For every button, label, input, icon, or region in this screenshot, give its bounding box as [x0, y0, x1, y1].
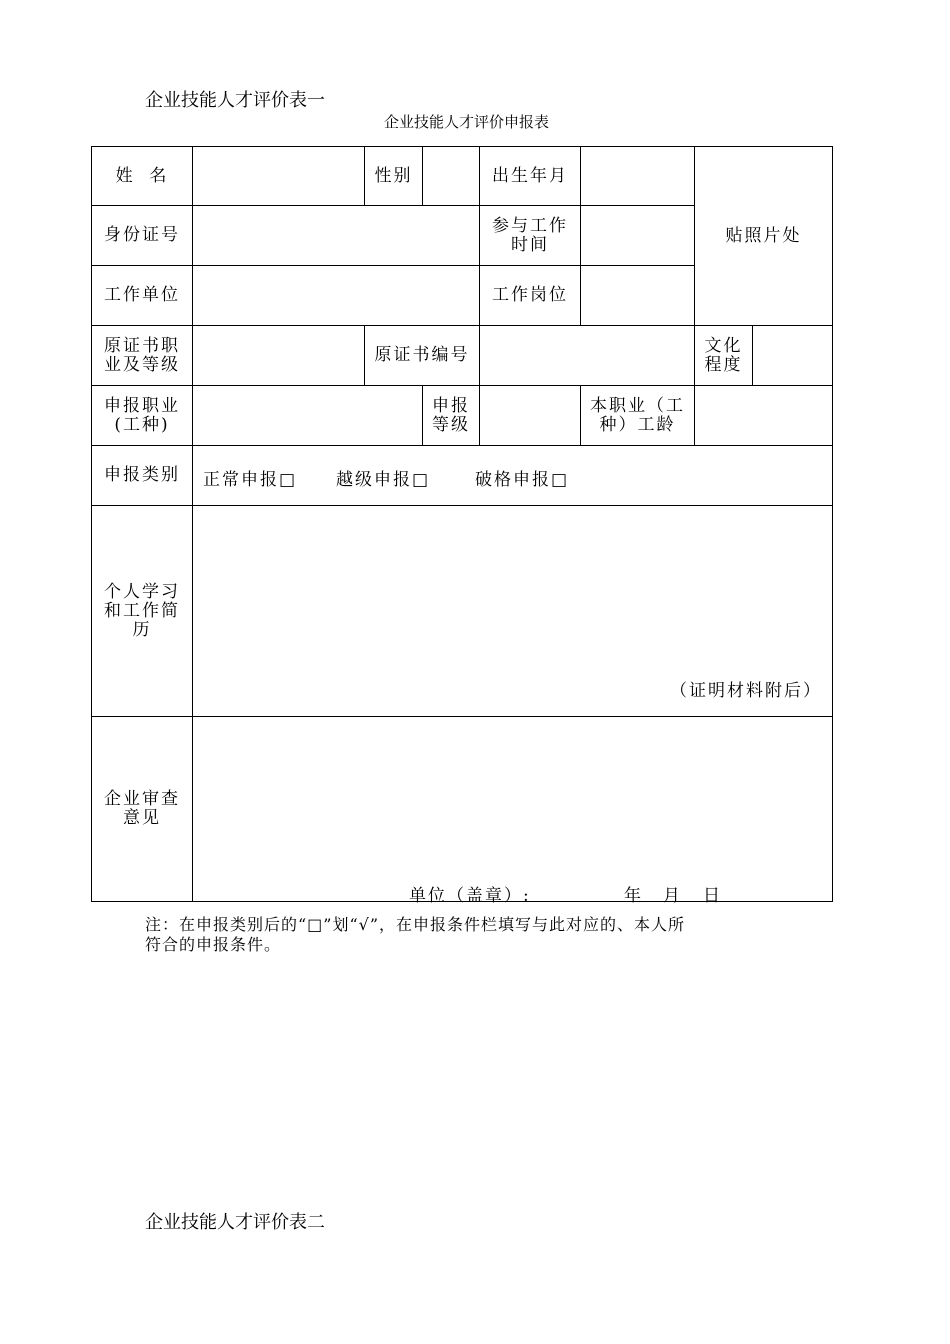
- apply-option-exceptional[interactable]: 破格申报□: [475, 470, 570, 490]
- proof-note: （证明材料附后）: [670, 681, 822, 701]
- input-name[interactable]: [193, 147, 364, 205]
- input-apply-level[interactable]: [480, 386, 580, 445]
- input-original-certificate[interactable]: [193, 326, 364, 385]
- label-work-start: 参与工作 时间: [492, 215, 568, 255]
- label-employer: 工作单位: [104, 285, 180, 305]
- document-header-2: 企业技能人才评价表二: [145, 1212, 325, 1233]
- document-header: 企业技能人才评价表一: [145, 90, 325, 111]
- label-resume: 个人学习 和工作简 历: [104, 581, 180, 640]
- label-birth: 出生年月: [492, 165, 568, 186]
- apply-option-normal[interactable]: 正常申报□: [203, 470, 298, 490]
- input-occupation-seniority[interactable]: [695, 386, 832, 445]
- form-title: 企业技能人才评价申报表: [384, 113, 550, 131]
- input-original-certificate-number[interactable]: [480, 326, 694, 385]
- input-gender[interactable]: [423, 147, 479, 205]
- label-gender: 性别: [374, 165, 413, 186]
- label-original-certificate-number: 原证书编号: [374, 345, 470, 365]
- input-education[interactable]: [753, 326, 832, 385]
- label-occupation-seniority: 本职业（工 种）工龄: [590, 395, 685, 435]
- footnote: [145, 915, 685, 955]
- input-work-start[interactable]: [581, 206, 694, 265]
- label-name: 姓 名: [115, 165, 169, 186]
- label-education: 文化 程度: [704, 335, 743, 375]
- apply-option-skip-level[interactable]: 越级申报□: [336, 470, 431, 490]
- date-day: 日: [703, 886, 722, 906]
- label-id-number: 身份证号: [104, 225, 180, 245]
- label-apply-type: 申报类别: [104, 465, 180, 485]
- input-post[interactable]: [581, 266, 694, 325]
- input-id-number[interactable]: [193, 206, 479, 265]
- photo-area[interactable]: 贴照片处: [725, 225, 802, 246]
- date-month: 月: [663, 886, 682, 906]
- label-enterprise-review: 企业审查 意见: [104, 789, 180, 828]
- footnote-line-1: 注：在申报类别后的“□”划“√”，在申报条件栏填写与此对应的、本人所: [145, 915, 686, 934]
- input-employer[interactable]: [193, 266, 479, 325]
- label-apply-occupation: 申报职业 (工种): [104, 395, 180, 435]
- seal-line: 单位（盖章）:: [409, 886, 531, 906]
- label-apply-level: 申报 等级: [432, 395, 470, 435]
- input-enterprise-review[interactable]: [193, 717, 832, 901]
- input-apply-occupation[interactable]: [193, 386, 422, 445]
- date-year: 年: [624, 886, 643, 906]
- footnote-line-2: 符合的申报条件。: [145, 935, 282, 954]
- label-original-certificate: 原证书职 业及等级: [104, 335, 180, 375]
- label-post: 工作岗位: [492, 285, 568, 305]
- row-divider: [91, 445, 833, 446]
- input-birth[interactable]: [581, 147, 694, 205]
